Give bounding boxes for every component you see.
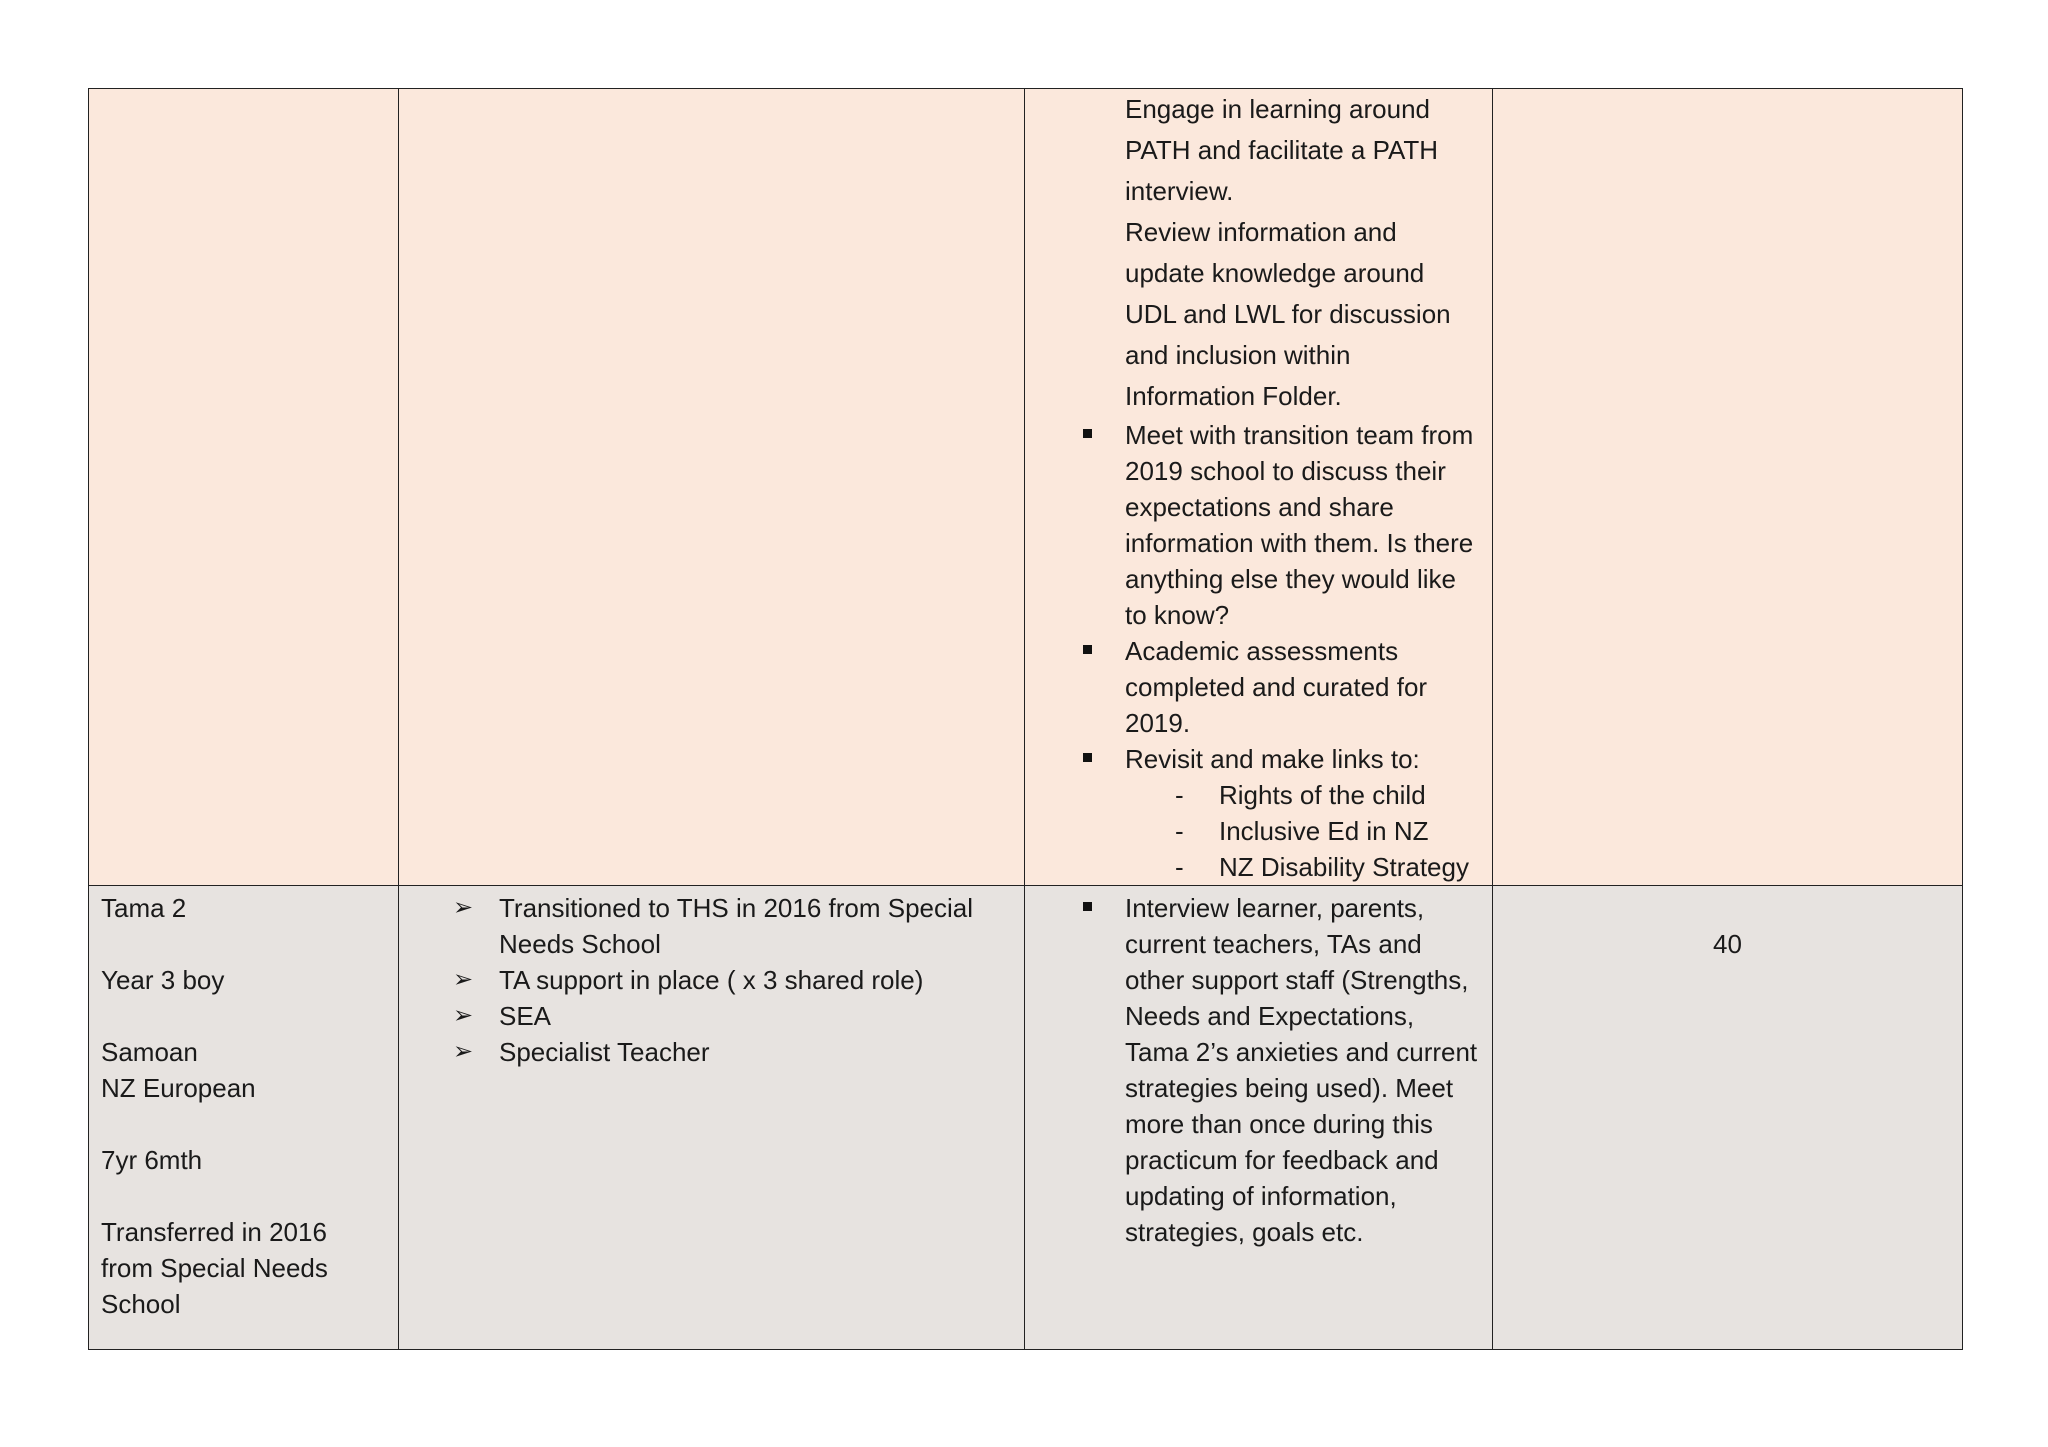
sub-list-item [1175, 849, 1482, 885]
text-line: UDL and LWL for discussion [1125, 299, 1451, 329]
learner-cell [89, 89, 399, 886]
square-bullet-icon [1083, 753, 1092, 762]
actions-cell [1025, 89, 1493, 886]
list-item [453, 890, 1024, 962]
learner-ethnicity: Samoan [101, 1037, 198, 1067]
sub-list [1125, 777, 1482, 885]
list-item-text: Meet with transition team from 2019 school to discuss their expectations and share information with them. Is there anything else they would like to know? [1125, 420, 1474, 630]
actions-cell [1025, 886, 1493, 1350]
supports-cell [399, 89, 1025, 886]
list-item [1125, 741, 1482, 777]
list-item-text: Revisit and make links to: [1125, 744, 1420, 774]
learner-ethnicity: NZ European [101, 1073, 256, 1103]
sub-item-text: Rights of the child [1219, 780, 1426, 810]
square-bullet-icon [1083, 429, 1092, 438]
learner-transfer: Transferred in 2016 from Special Needs School [101, 1217, 328, 1319]
text-line: Engage in learning around [1125, 94, 1431, 124]
sub-list-item [1175, 777, 1482, 813]
text-line: and inclusion within [1125, 340, 1351, 370]
dash-bullet-icon: - [1175, 852, 1184, 882]
table-row [89, 89, 1963, 886]
hours-value: 40 [1713, 929, 1742, 959]
list-item-text: Transitioned to THS in 2016 from Special Needs School [499, 893, 974, 959]
action-paragraph [1125, 89, 1482, 417]
sub-item-text: NZ Disability Strategy [1219, 852, 1469, 882]
list-item-text: TA support in place ( x 3 shared role) [499, 965, 924, 995]
arrow-bullet-icon: ➢ [453, 1038, 474, 1065]
text-line: Review information and [1125, 217, 1397, 247]
text-line: interview. [1125, 176, 1234, 206]
learner-cell [89, 886, 399, 1350]
list-item [453, 962, 1024, 998]
list-item-text: Specialist Teacher [499, 1037, 710, 1067]
list-item [1125, 633, 1482, 741]
table-row [89, 886, 1963, 1350]
learner-age: 7yr 6mth [101, 1145, 203, 1175]
arrow-bullet-icon: ➢ [453, 966, 474, 993]
list-item [1125, 417, 1482, 633]
hours-cell [1493, 89, 1963, 886]
square-bullet-icon [1083, 645, 1092, 654]
square-bullet-icon [1083, 902, 1092, 911]
list-item-text: Interview learner, parents, current teachers, TAs and other support staff (Strengths, Needs and Expectations, Tama 2’s anxieties and current strategies being used). Meet more than once during this practicum for feedback and updating of information, strategies, goals etc. [1125, 893, 1478, 1247]
sub-item-text: Inclusive Ed in NZ [1219, 816, 1429, 846]
list-item-text: SEA [499, 1001, 552, 1031]
text-line: Information Folder. [1125, 381, 1342, 411]
arrow-bullet-icon: ➢ [453, 1002, 474, 1029]
supports-cell [399, 886, 1025, 1350]
dash-bullet-icon: - [1175, 780, 1184, 810]
list-item [1125, 890, 1482, 1250]
text-line: PATH and facilitate a PATH [1125, 135, 1439, 165]
sub-list-item [1175, 813, 1482, 849]
list-item [453, 998, 1024, 1034]
list-item [453, 1034, 1024, 1070]
learner-name: Tama 2 [101, 893, 187, 923]
dash-bullet-icon: - [1175, 816, 1184, 846]
supports-list [399, 886, 1024, 1070]
planning-table [88, 88, 1963, 1350]
arrow-bullet-icon: ➢ [453, 894, 474, 921]
list-item-text: Academic assessments completed and curated for 2019. [1125, 636, 1428, 738]
hours-cell [1493, 886, 1963, 1350]
text-line: update knowledge around [1125, 258, 1425, 288]
learner-year: Year 3 boy [101, 965, 225, 995]
